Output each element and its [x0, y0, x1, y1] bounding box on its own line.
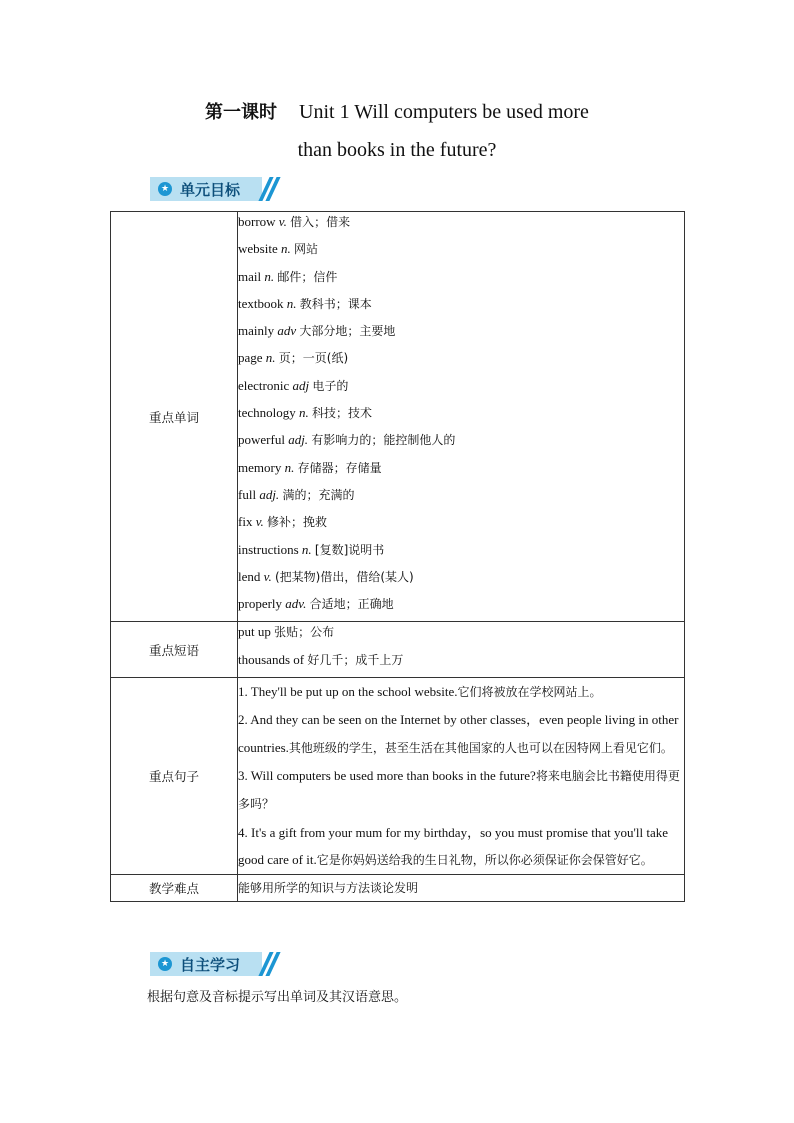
word-cn: 合适地；正确地	[309, 597, 394, 612]
word-entry	[238, 594, 684, 621]
word-pos: n.	[265, 350, 276, 366]
sentence-entry	[238, 706, 684, 762]
word-pos: adv	[277, 323, 297, 339]
word-cn: 邮件；信件	[277, 269, 338, 284]
word-pos: v.	[263, 568, 272, 584]
word-cn: 满的；充满的	[282, 487, 355, 502]
page-title-line2: than books in the future?	[297, 139, 497, 161]
word-pos: n.	[286, 295, 297, 311]
word-entry	[238, 267, 684, 294]
section-title: 自主学习	[180, 956, 241, 974]
category-cell: 重点句子	[111, 678, 238, 875]
table-row-difficulty	[111, 875, 685, 902]
phrase-cn: 张贴；公布	[274, 625, 335, 640]
word-en: textbook	[238, 295, 284, 311]
word-entry	[238, 348, 684, 375]
word-cn: 大部分地；主要地	[299, 324, 396, 339]
sentence-en: 3. Will computers be used more than books in the future?	[238, 767, 536, 783]
word-cn: 有影响力的；能控制他人的	[311, 433, 456, 448]
word-entry	[238, 430, 684, 457]
word-en: mail	[238, 268, 262, 284]
sentence-entry	[238, 819, 684, 875]
instruction-text: 根据句意及音标提示写出单词及其汉语意思。	[147, 990, 408, 1005]
sentence-cn: 它是你妈妈送给我的生日礼物，所以你必须保证你会保管好它。	[316, 852, 653, 867]
trophy-icon: ★	[158, 957, 172, 971]
word-entry	[238, 321, 684, 348]
sentence-cn: 它们将被放在学校网站上。	[457, 685, 602, 700]
word-cn: (把某物)借出，借给(某人)	[274, 569, 414, 584]
table-row-words	[111, 212, 685, 622]
unit-goals-table	[110, 211, 685, 902]
phrase-en: thousands of	[238, 651, 305, 667]
word-cn: 网站	[293, 242, 318, 257]
category-cell: 教学难点	[111, 875, 238, 902]
phrase-en: put up	[238, 624, 271, 640]
sentence-cn: 其他班级的学生，甚至生活在其他国家的人也可以在因特网上看见它们。	[288, 740, 673, 755]
phrase-entry	[238, 622, 684, 649]
page-title-line1	[0, 98, 794, 124]
words-list	[238, 212, 685, 622]
sentence-entry	[238, 678, 684, 706]
word-entry	[238, 512, 684, 539]
phrases-list	[238, 622, 685, 678]
word-cn: 借入；借来	[290, 215, 351, 229]
word-cn: [复数]说明书	[314, 542, 385, 557]
word-cn: 教科书；课本	[299, 296, 372, 311]
word-en: fix	[238, 514, 253, 530]
word-en: instructions	[238, 541, 299, 557]
sentence-en: 1. They'll be put up on the school website.	[238, 684, 458, 700]
section-banner-self-study	[150, 952, 272, 976]
word-en: technology	[238, 405, 296, 421]
phrase-cn: 好几千；成千上万	[307, 652, 404, 667]
title-text-1: Unit 1 Will computers be used more	[299, 101, 589, 123]
sentence-entry	[238, 762, 684, 819]
word-pos: adj	[292, 377, 310, 393]
word-entry	[238, 485, 684, 512]
word-pos: adj.	[259, 486, 280, 502]
section-banner-goals	[150, 177, 272, 201]
word-pos: adv.	[285, 596, 307, 612]
word-pos: n.	[301, 541, 312, 557]
word-pos: n.	[284, 459, 295, 475]
word-en: mainly	[238, 323, 275, 339]
trophy-icon: ★	[158, 182, 172, 196]
category-cell: 重点短语	[111, 622, 238, 678]
word-entry	[238, 212, 684, 239]
word-en: memory	[238, 459, 282, 475]
phrase-entry	[238, 650, 684, 677]
word-cn: 科技；技术	[312, 406, 373, 421]
word-pos: n.	[299, 405, 309, 421]
difficulty-text: 能够用所学的知识与方法谈论发明	[238, 875, 685, 902]
word-en: lend	[238, 568, 261, 584]
table-row-sentences	[111, 678, 685, 875]
word-pos: v.	[278, 214, 287, 229]
word-pos: adj.	[288, 432, 309, 448]
sentence-en: 2. And they can be seen on the Internet by other classes，even people living in other countries.	[238, 712, 679, 755]
word-cn: 修补；挽救	[267, 515, 328, 530]
word-entry	[238, 403, 684, 430]
section-title: 单元目标	[180, 181, 241, 199]
table-row-phrases	[111, 622, 685, 678]
word-en: electronic	[238, 377, 290, 393]
word-cn: 存储器；存储量	[297, 460, 382, 475]
category-cell: 重点单词	[111, 212, 238, 622]
word-en: page	[238, 350, 263, 366]
lesson-label: 第一课时	[205, 102, 278, 123]
word-entry	[238, 540, 684, 567]
sentences-list	[238, 678, 685, 875]
word-entry	[238, 376, 684, 403]
word-pos: v.	[255, 514, 264, 530]
word-en: full	[238, 486, 257, 502]
sentence-cn: 将来电脑会比书籍使用得更多吗？	[238, 768, 680, 812]
word-entry	[238, 567, 684, 594]
word-en: properly	[238, 596, 283, 612]
word-entry	[238, 458, 684, 485]
word-en: powerful	[238, 432, 285, 448]
word-pos: n.	[264, 268, 275, 284]
word-pos: n.	[280, 241, 291, 257]
word-en: borrow	[238, 214, 276, 229]
word-en: website	[238, 241, 278, 257]
word-cn: 电子的	[312, 378, 349, 393]
word-entry	[238, 294, 684, 321]
word-entry	[238, 239, 684, 266]
sentence-en: 4. It's a gift from your mum for my birthday，so you must promise that you'll take good care of it.	[238, 824, 669, 867]
word-cn: 页；一页(纸)	[278, 351, 349, 366]
